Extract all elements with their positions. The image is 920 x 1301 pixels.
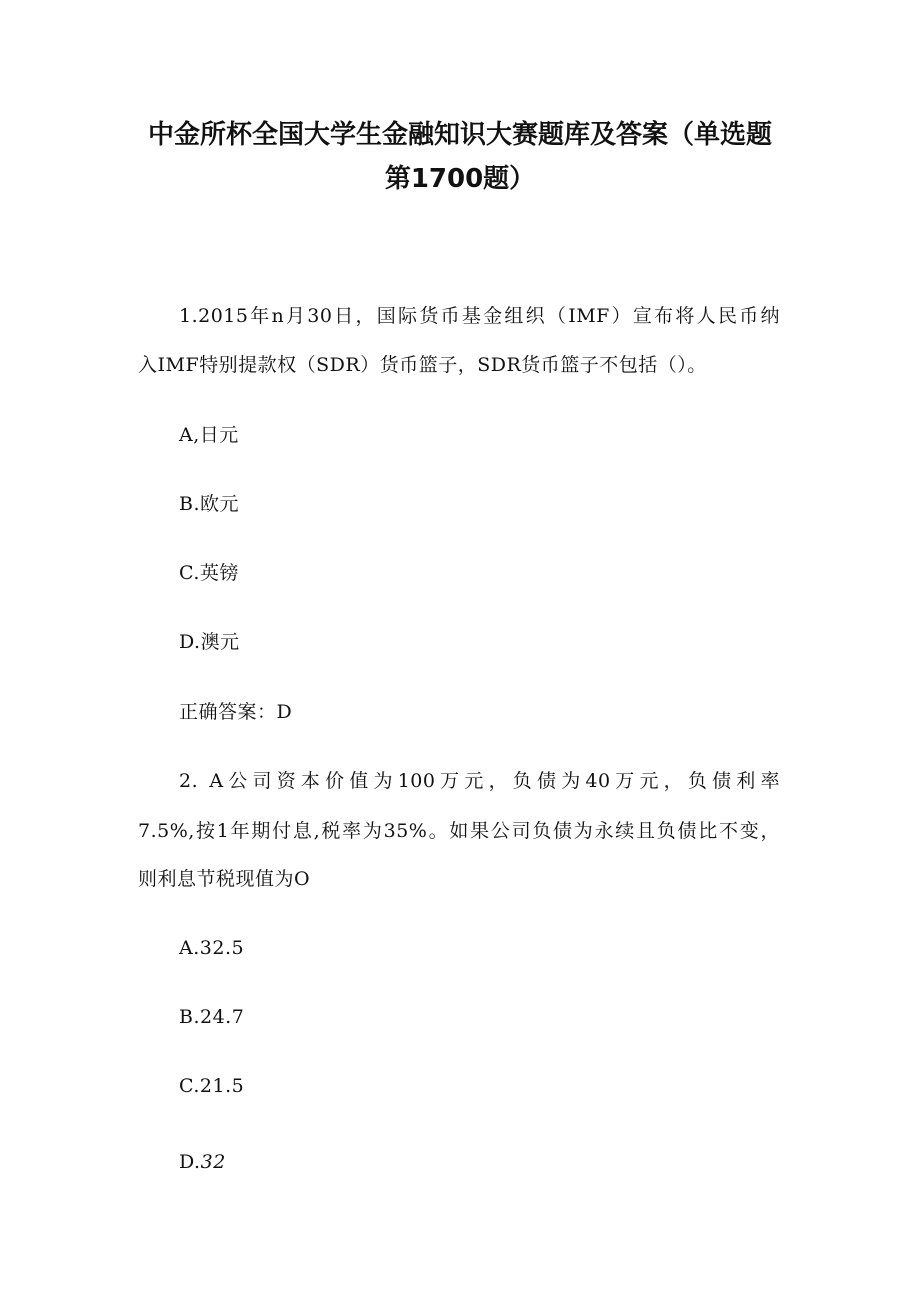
question-2-option-d-prefix: D. (179, 1151, 201, 1173)
question-2-stem-line-2: 7.5%,按1年期付息,税率为35%。如果公司负债为永续且负债比不变， (138, 820, 780, 842)
document-title-line-1: 中金所杯全国大学生金融知识大赛题库及答案（单选题 (147, 120, 772, 150)
question-1-option-b: B.欧元 (179, 493, 240, 515)
question-1-option-d: D.澳元 (179, 631, 240, 653)
question-2-stem-line-1: 2. A公司资本价值为100万元，负债为40万元，负债利率 (179, 770, 780, 792)
question-1-stem-line-1: 1.2015年n月30日，国际货币基金组织（IMF）宣布将人民币纳 (179, 305, 780, 327)
question-1-stem-line-2: 入IMF特别提款权（SDR）货币篮子，SDR货币篮子不包括（）。 (138, 354, 707, 376)
question-2-stem-line-3: 则利息节税现值为O (138, 868, 311, 890)
question-1-option-c: C.英镑 (179, 562, 239, 584)
question-1-option-a: A,日元 (179, 424, 239, 446)
question-2-option-c: C.21.5 (179, 1075, 245, 1097)
question-2-option-b: B.24.7 (179, 1006, 245, 1028)
question-2-option-d (179, 1148, 226, 1176)
question-1-answer: 正确答案：D (179, 701, 293, 723)
document-title-line-2: 第1700题） (384, 164, 536, 194)
question-2-option-d-value: 32 (200, 1151, 226, 1173)
question-2-option-a: A.32.5 (179, 937, 245, 959)
